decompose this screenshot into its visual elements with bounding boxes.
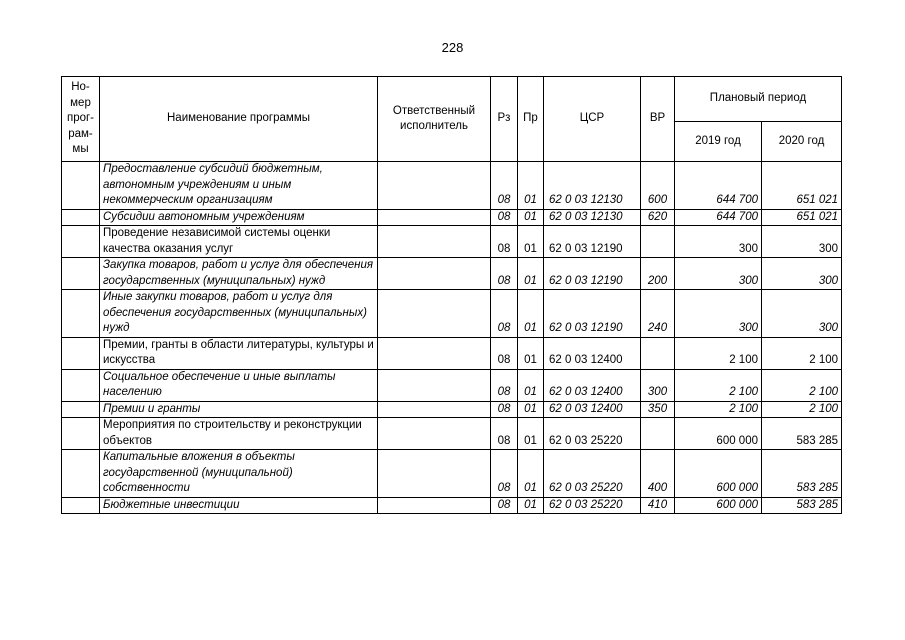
cell-name: Субсидии автономным учреждениям [100, 209, 378, 226]
cell-vr: 200 [641, 258, 675, 290]
cell-num [62, 209, 100, 226]
header-program-number: Но-мер прог-рам-мы [62, 77, 100, 162]
cell-name: Бюджетные инвестиции [100, 497, 378, 514]
cell-pr: 01 [518, 209, 544, 226]
cell-num [62, 337, 100, 369]
cell-executor [378, 162, 491, 210]
table-row [62, 162, 842, 210]
cell-pr: 01 [518, 401, 544, 418]
cell-executor [378, 290, 491, 338]
cell-rz: 08 [491, 369, 518, 401]
cell-rz: 08 [491, 418, 518, 450]
cell-num [62, 226, 100, 258]
cell-csr: 62 0 03 25220 [544, 450, 641, 498]
cell-vr: 600 [641, 162, 675, 210]
table-row [62, 401, 842, 418]
cell-y2020: 2 100 [762, 401, 842, 418]
cell-y2019: 2 100 [675, 369, 762, 401]
cell-csr: 62 0 03 25220 [544, 497, 641, 514]
page-number: 228 [441, 40, 464, 55]
cell-vr: 410 [641, 497, 675, 514]
cell-executor [378, 450, 491, 498]
cell-csr: 62 0 03 12400 [544, 401, 641, 418]
cell-y2019: 2 100 [675, 337, 762, 369]
cell-vr: 300 [641, 369, 675, 401]
cell-name: Иные закупки товаров, работ и услуг для обеспечения государственных (муниципальных) нужд [100, 290, 378, 338]
cell-name: Премии, гранты в области литературы, культуры и искусства [100, 337, 378, 369]
cell-pr: 01 [518, 418, 544, 450]
cell-vr: 240 [641, 290, 675, 338]
cell-executor [378, 209, 491, 226]
cell-rz: 08 [491, 497, 518, 514]
cell-pr: 01 [518, 258, 544, 290]
cell-rz: 08 [491, 290, 518, 338]
cell-csr: 62 0 03 12190 [544, 258, 641, 290]
header-vr: ВР [641, 77, 675, 162]
header-year-2019: 2019 год [675, 122, 762, 162]
cell-name: Предоставление субсидий бюджетным, автономным учреждениям и иным некоммерческим организациям [100, 162, 378, 210]
cell-vr [641, 337, 675, 369]
cell-rz: 08 [491, 337, 518, 369]
cell-csr: 62 0 03 25220 [544, 418, 641, 450]
header-rz: Рз [491, 77, 518, 162]
cell-y2019: 600 000 [675, 497, 762, 514]
cell-executor [378, 258, 491, 290]
cell-num [62, 401, 100, 418]
cell-csr: 62 0 03 12400 [544, 369, 641, 401]
cell-y2019: 644 700 [675, 162, 762, 210]
cell-num [62, 369, 100, 401]
cell-executor [378, 497, 491, 514]
header-pr: Пр [518, 77, 544, 162]
cell-y2020: 583 285 [762, 497, 842, 514]
cell-y2019: 644 700 [675, 209, 762, 226]
cell-executor [378, 369, 491, 401]
header-year-2020: 2020 год [762, 122, 842, 162]
cell-executor [378, 418, 491, 450]
cell-y2019: 600 000 [675, 450, 762, 498]
cell-y2020: 651 021 [762, 209, 842, 226]
cell-vr: 400 [641, 450, 675, 498]
cell-executor [378, 337, 491, 369]
cell-pr: 01 [518, 337, 544, 369]
cell-y2020: 583 285 [762, 450, 842, 498]
cell-csr: 62 0 03 12190 [544, 226, 641, 258]
cell-y2020: 651 021 [762, 162, 842, 210]
cell-executor [378, 401, 491, 418]
table-row [62, 209, 842, 226]
table-row [62, 337, 842, 369]
cell-rz: 08 [491, 226, 518, 258]
header-executor: Ответственный исполнитель [378, 77, 491, 162]
cell-y2019: 600 000 [675, 418, 762, 450]
table-body [62, 162, 842, 514]
cell-pr: 01 [518, 450, 544, 498]
cell-y2019: 2 100 [675, 401, 762, 418]
cell-pr: 01 [518, 497, 544, 514]
cell-name: Проведение независимой системы оценки качества оказания услуг [100, 226, 378, 258]
cell-pr: 01 [518, 226, 544, 258]
header-program-name: Наименование программы [100, 77, 378, 162]
cell-vr [641, 226, 675, 258]
cell-rz: 08 [491, 209, 518, 226]
cell-num [62, 162, 100, 210]
table-row [62, 497, 842, 514]
cell-y2019: 300 [675, 226, 762, 258]
cell-pr: 01 [518, 290, 544, 338]
cell-y2020: 300 [762, 290, 842, 338]
cell-num [62, 290, 100, 338]
cell-pr: 01 [518, 369, 544, 401]
table-row [62, 450, 842, 498]
cell-rz: 08 [491, 450, 518, 498]
cell-y2020: 300 [762, 226, 842, 258]
cell-rz: 08 [491, 162, 518, 210]
cell-num [62, 258, 100, 290]
header-csr: ЦСР [544, 77, 641, 162]
cell-name: Премии и гранты [100, 401, 378, 418]
cell-num [62, 418, 100, 450]
cell-vr: 620 [641, 209, 675, 226]
cell-num [62, 450, 100, 498]
cell-name: Капитальные вложения в объекты государственной (муниципальной) собственности [100, 450, 378, 498]
cell-name: Социальное обеспечение и иные выплаты населению [100, 369, 378, 401]
budget-table [61, 76, 842, 514]
cell-executor [378, 226, 491, 258]
table-row [62, 290, 842, 338]
cell-name: Мероприятия по строительству и реконструкции объектов [100, 418, 378, 450]
cell-rz: 08 [491, 258, 518, 290]
cell-vr: 350 [641, 401, 675, 418]
table-row [62, 418, 842, 450]
cell-csr: 62 0 03 12130 [544, 162, 641, 210]
cell-csr: 62 0 03 12130 [544, 209, 641, 226]
cell-csr: 62 0 03 12400 [544, 337, 641, 369]
header-planned-period: Плановый период [675, 77, 842, 122]
cell-pr: 01 [518, 162, 544, 210]
cell-y2020: 300 [762, 258, 842, 290]
table-row [62, 258, 842, 290]
cell-vr [641, 418, 675, 450]
table-row [62, 369, 842, 401]
cell-num [62, 497, 100, 514]
table-row [62, 226, 842, 258]
cell-y2020: 583 285 [762, 418, 842, 450]
cell-y2019: 300 [675, 290, 762, 338]
cell-y2020: 2 100 [762, 369, 842, 401]
cell-y2019: 300 [675, 258, 762, 290]
cell-csr: 62 0 03 12190 [544, 290, 641, 338]
cell-y2020: 2 100 [762, 337, 842, 369]
cell-name: Закупка товаров, работ и услуг для обеспечения государственных (муниципальных) нужд [100, 258, 378, 290]
cell-rz: 08 [491, 401, 518, 418]
